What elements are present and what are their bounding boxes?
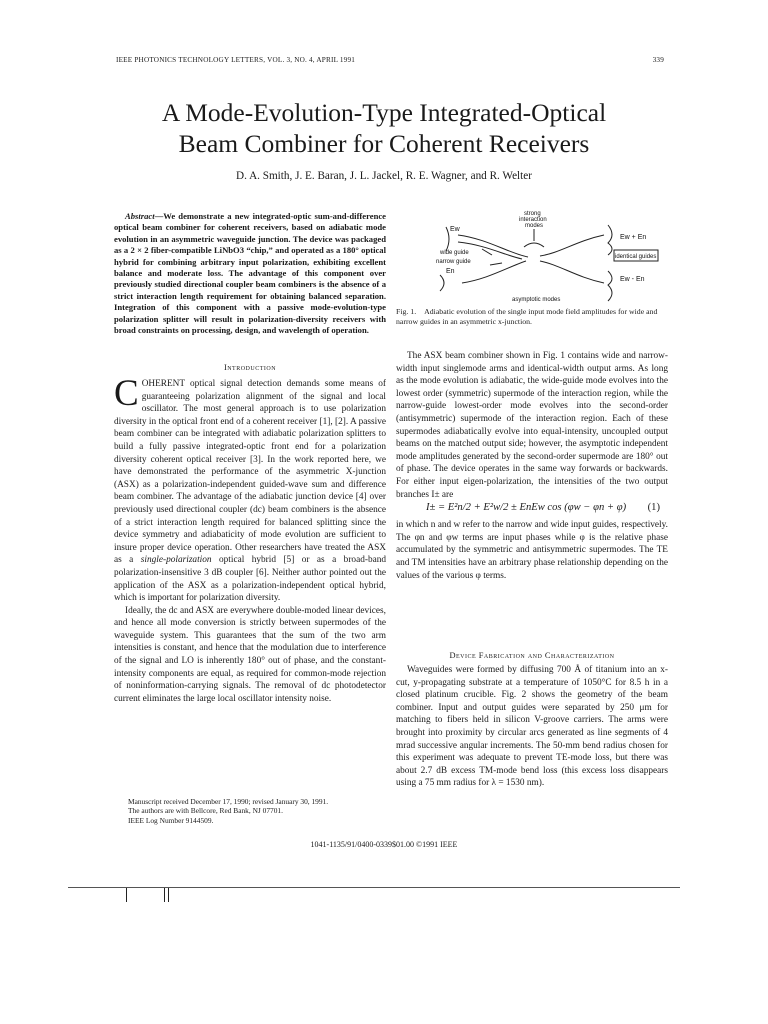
footnote-line-3: IEEE Log Number 9144509. bbox=[128, 815, 214, 825]
title-line-1: A Mode-Evolution-Type Integrated-Optical bbox=[161, 98, 607, 127]
footnote-line-2: The authors are with Bellcore, Red Bank, NJ 07701. bbox=[128, 806, 283, 816]
intro-body bbox=[114, 373, 387, 705]
scan-mark bbox=[164, 888, 165, 902]
label-modes: modes bbox=[525, 223, 544, 229]
intro-heading: Introduction bbox=[223, 363, 277, 372]
mode-profile-diff bbox=[608, 271, 612, 301]
device-heading: Device Fabrication and Characterization bbox=[449, 651, 615, 660]
label-strong: strong bbox=[524, 211, 541, 217]
intro-paragraph-1 bbox=[114, 373, 387, 605]
intro-p1-text: OHERENT optical signal detection demands some means of guaranteeing polarization alignment of the signal and local oscillator. The most general approach is to use polarization diversity in the optical front end of a coherent receiver [1], [2]. A passive beam combiner can be integrated with adiabatic polarization splitters to build a fully passive integrated-optic front end for a polarization diversity coherent optical receiver [3]. In the work reported here, we have demonstrated the performance of the asymmetric X-junction (ASX) as a polarization-independent guided-wave sum and difference beam combiner. The advantage of the adiabatic junction device [4] over previously used directional coupler (dc) beam combiners is the absence of a strict interaction length required for balanced splitting since the device symmetry and adiabaticity of mode evolution are sufficient to insure proper device operation. Other researchers have treated the ASX as a bbox=[114, 379, 386, 566]
running-header bbox=[116, 56, 664, 68]
interaction-mode-profile bbox=[524, 243, 544, 247]
label-pointer-narrow bbox=[490, 263, 502, 265]
label-ew: Ew bbox=[450, 226, 460, 233]
right-paragraph-1: The ASX beam combiner shown in Fig. 1 contains wide and narrow-width input singlemode arms and identical-width output arms. As long as the mode evolution is adiabatic, the wide-guide mode evolves into the lowest order (symmetric) supermode of the interaction region, while the narrow-guide lowest-order mode evolves into the second-order (antisymmetric) supermode of the interaction region. Each of these supermodes adiabatically evolve into equal-intensity, uncoupled output beams on the matched output side; however, the asymptotic independent mode amplitudes generated by the second-order supermode are 180° out of phase. The device operates in the same way forwards or backwards. For either input eigen-polarization, the intensities of the two output branches I± are bbox=[396, 351, 668, 500]
mode-profile-en bbox=[440, 275, 444, 291]
label-en: En bbox=[446, 268, 455, 275]
output-guide-bottom bbox=[540, 261, 604, 283]
right-paragraph-2: in which n and w refer to the narrow and wide input guides, respectively. The φn and φw terms are input phases while φ is the relative phase accumulated by the symmetric and antisymmetric supermodes. The TE and TM intensities have an arbitrary phase relationship depending on the values of the various φ terms. bbox=[396, 520, 668, 581]
x-junction-diagram bbox=[400, 209, 674, 305]
mode-profile-sum bbox=[608, 225, 612, 255]
page-number: 339 bbox=[652, 56, 664, 64]
caption-label: Fig. 1. bbox=[396, 307, 417, 316]
footnote-line-1: Manuscript received December 17, 1990; revised January 30, 1991. bbox=[128, 797, 329, 806]
equation-number: (1) bbox=[647, 502, 660, 514]
label-identical-guides: identical guides bbox=[615, 254, 657, 260]
abstract bbox=[114, 211, 386, 336]
caption-text: Adiabatic evolution of the single input mode field amplitudes for wide and narrow guides in an asymmetric x-junction. bbox=[396, 307, 658, 326]
scan-mark bbox=[168, 888, 169, 902]
abstract-lead: Abstract bbox=[125, 211, 155, 221]
scan-rule bbox=[68, 887, 680, 888]
output-guide-top bbox=[540, 235, 604, 256]
label-pointer-wide bbox=[482, 249, 492, 255]
figure-1-caption bbox=[396, 307, 668, 326]
label-wide-guide: wide guide bbox=[440, 250, 469, 256]
label-sum: Ew + En bbox=[620, 234, 647, 241]
right-column-body bbox=[396, 350, 668, 582]
intro-paragraph-2: Ideally, the dc and ASX are everywhere double-moded linear devices, and hence all mode conversion is strictly between supermodes of the waveguide system. This guarantees that the sum of the two arm intensities is constant, and hence that the modulation due to interference of the signal and LO is inherently 180° out of phase, and the constant-intensity components are equal, as required for common-mode rejection of noninformation-carrying signals. The removal of dc photodetector current eliminates the large local oscillator intensity noise. bbox=[114, 605, 386, 704]
equation-text: I± = E²n/2 + E²w/2 ± EnEw cos (φw − φn + φ) bbox=[426, 502, 627, 514]
footnote bbox=[128, 797, 388, 825]
abstract-text: —We demonstrate a new integrated-optic sum-and-difference optical beam combiner for coherent receivers, based on adiabatic mode evolution in an asymmetric waveguide junction. The device was packaged as a 2 × 2 fiber-compatible LiNbO3 “chip,” and operated as a 180° optical hybrid for combining arbitrary input polarization, exhibiting excellent balance and moderate loss. The advantage of this component over previously studied directional coupler beam combiners is the absence of a strict interaction length requirement for obtaining balanced separation. Integration of this component with a passive mode-evolution-type polarization splitter will result in polarization-diversity receivers with broad constraints on processing, design, and wavelength of operation. bbox=[114, 211, 386, 336]
intro-p1-end: optical hybrid [5] or as a broad-band polarization-insensitive 3 dB coupler [6]. Neither author pointed out the application of the ASX as a polarization-independent optical hybrid, which is important for polarization diversity. bbox=[114, 555, 387, 604]
journal-name: IEEE PHOTONICS TECHNOLOGY LETTERS, VOL. 3, NO. 4, APRIL 1991 bbox=[116, 56, 356, 64]
copyright-line: 1041-1135/91/0400-0339$01.00 ©1991 IEEE bbox=[310, 840, 458, 849]
label-asymptotic-modes: asymptotic modes bbox=[512, 297, 561, 303]
label-narrow-guide: narrow guide bbox=[436, 259, 471, 265]
right-paragraph-3: Waveguides were formed by diffusing 700 Å of titanium into an x-cut, y-propagating substrate at a temperature of 1050°C for 8.5 h in a closed platinum crucible. Fig. 2 shows the geometry of the beam combiner. Input and output guides were separated by 250 μm for matching to fibers held in silicon V-groove carriers. The arms were brought into proximity by circular arcs generated as line segments of 4 mrad successive angular increments. The 50-mm bend radius chosen for this experiment was adequate to prevent TE-mode loss, but there was about 2.7 dB excess TM-mode bend loss (this excess loss disappears using a 75 mm radius for λ = 1530 nm). bbox=[396, 665, 668, 789]
author-list: D. A. Smith, J. E. Baran, J. L. Jackel, R. E. Wagner, and R. Welter bbox=[236, 170, 532, 182]
equation-1 bbox=[396, 501, 668, 519]
scan-mark bbox=[126, 888, 127, 902]
title-line-2: Beam Combiner for Coherent Receivers bbox=[178, 129, 590, 158]
mode-profile-ew bbox=[446, 227, 449, 251]
figure-1 bbox=[400, 209, 674, 305]
label-diff: Ew - En bbox=[620, 276, 645, 283]
drop-cap: C bbox=[114, 373, 139, 414]
label-interaction: interaction bbox=[519, 217, 547, 223]
device-body bbox=[396, 664, 668, 790]
intro-p1-italic: single-polarization bbox=[140, 555, 212, 566]
paper-title bbox=[60, 97, 708, 159]
